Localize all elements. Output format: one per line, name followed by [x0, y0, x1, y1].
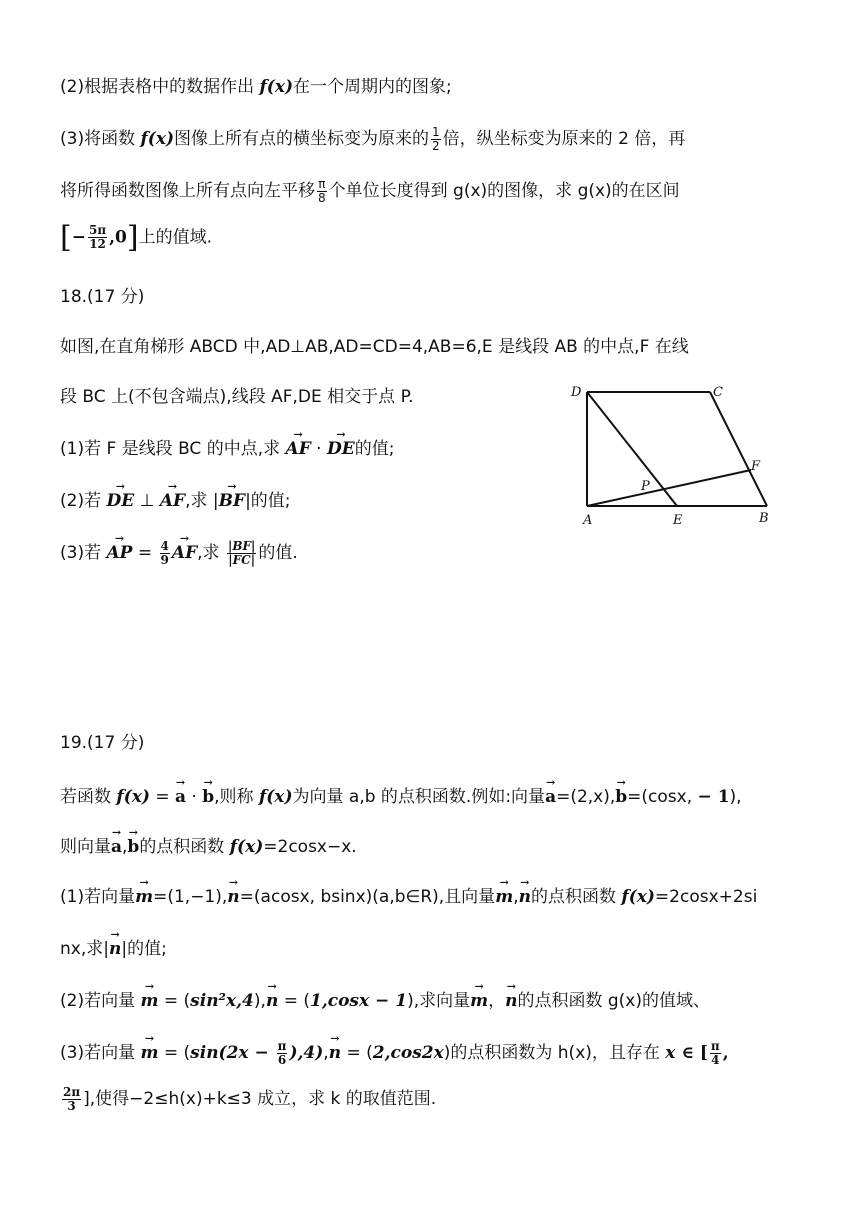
text: 的值. — [258, 543, 298, 563]
text: (1)若 F 是线段 BC 的中点,求 — [60, 439, 286, 459]
text: ,求 | — [185, 491, 219, 511]
vector-n: → n — [519, 887, 531, 907]
segment-CB — [710, 392, 767, 506]
text: (2)若 — [60, 491, 107, 511]
text: ),求向量 — [407, 991, 471, 1011]
text: 若函数 — [60, 787, 117, 807]
element-of: ∈ [ — [675, 1043, 708, 1063]
text: , — [323, 1043, 329, 1063]
vector-BF: → BF — [219, 491, 245, 511]
comma: , — [109, 227, 116, 248]
text: 为向量 a,b 的点积函数.例如:向量 — [292, 787, 546, 807]
label-C: C — [713, 385, 723, 400]
math-expr: ),4) — [289, 1043, 324, 1063]
vector-a: → a — [175, 787, 186, 807]
text: |的值; — [121, 939, 167, 959]
math-expr: 2,cos2x — [372, 1043, 444, 1063]
vector-b: → b — [615, 787, 627, 807]
vector-DE: → DE — [327, 439, 355, 459]
fraction-pi-6 — [277, 1040, 288, 1067]
minus-one: − 1 — [697, 787, 730, 807]
denominator: 2 — [432, 138, 440, 153]
text: 的点积函数 g(x)的值域、 — [517, 991, 711, 1011]
text: =2cosx−x. — [263, 837, 357, 857]
vector-n: → n — [227, 887, 239, 907]
comma: ， — [488, 991, 506, 1011]
text: nx,求| — [60, 939, 109, 959]
vector-AF: → AF — [286, 439, 311, 459]
dot: · — [310, 439, 327, 459]
math-fx: f(x) — [258, 787, 293, 807]
comma: , — [513, 887, 519, 907]
math-x: x — [665, 1043, 676, 1063]
label-A: A — [583, 513, 593, 528]
math-fx: f(x) — [229, 837, 264, 857]
numerator: π — [710, 1038, 720, 1053]
text: |的值; — [245, 491, 291, 511]
vector-n: → n — [329, 1043, 341, 1063]
math-expr: sin²x,4 — [190, 991, 254, 1011]
vector-b: → b — [127, 837, 139, 857]
text: 上的值域. — [138, 227, 212, 248]
vector-AP: → AP — [106, 543, 132, 563]
q18-part3 — [60, 538, 298, 567]
text: ,求 — [197, 543, 225, 563]
text: 在一个周期内的图象; — [293, 77, 452, 97]
fraction-5pi-12 — [88, 224, 107, 251]
q19-part1-line2 — [60, 934, 167, 959]
denominator: 6 — [277, 1052, 287, 1067]
vector-m: → m — [140, 991, 158, 1011]
q19-part3-line1 — [60, 1038, 729, 1067]
denominator: |FC| — [228, 552, 256, 567]
vector-AF: → AF — [160, 491, 185, 511]
vector-m: → m — [470, 991, 488, 1011]
segment-AF — [587, 470, 751, 506]
text: ), — [729, 787, 742, 807]
q19-part3-line2 — [60, 1084, 436, 1113]
fraction-half — [431, 126, 441, 153]
q19-part2 — [60, 986, 710, 1011]
text: 将所得函数图像上所有点向左平移 — [60, 181, 315, 201]
comma: , — [122, 837, 128, 857]
equals: = ( — [158, 991, 191, 1011]
math-expr: 1,cosx − 1 — [310, 991, 408, 1011]
text: =2cosx+2si — [654, 887, 758, 907]
bracket-right: ] — [126, 220, 139, 255]
fraction-bf-fc — [227, 540, 256, 567]
label-F: F — [751, 459, 761, 474]
q19-line1 — [60, 782, 742, 807]
denominator: 8 — [318, 190, 326, 205]
math-fx: f(x) — [140, 129, 175, 149]
perp: ⊥ — [134, 491, 160, 511]
text: 的点积函数 — [530, 887, 622, 907]
numerator: 4 — [160, 538, 169, 553]
numerator: |BF| — [227, 538, 256, 553]
q18-stem-line1: 如图,在直角梯形 ABCD 中,AD⊥AB,AD=CD=4,AB=6,E 是线段 AB 的中点,F 在线 — [60, 337, 689, 357]
q17-part3-line1 — [60, 124, 685, 153]
numerator: 5π — [88, 223, 107, 237]
label-P: P — [641, 479, 650, 494]
vector-DE: → DE — [106, 491, 134, 511]
equals: = ( — [278, 991, 310, 1011]
numerator: π — [318, 176, 326, 191]
comma: , — [722, 1043, 729, 1063]
text: (1)若向量 — [60, 887, 136, 907]
dot: · — [186, 787, 203, 807]
vector-n: → n — [266, 991, 278, 1011]
equals: = ( — [158, 1043, 191, 1063]
text: ,则称 — [214, 787, 259, 807]
text: (3)将函数 — [60, 129, 141, 149]
text: =(cosx, — [627, 787, 698, 807]
equals: = — [132, 543, 158, 563]
text: (2)若向量 — [60, 991, 141, 1011]
q18-stem-line2: 段 BC 上(不包含端点),线段 AF,DE 相交于点 P. — [60, 387, 414, 407]
q17-part3-line3 — [60, 220, 212, 255]
text: =(acosx, bsinx)(a,b∈R),且向量 — [239, 887, 496, 907]
numerator: 2π — [63, 1084, 81, 1099]
vector-AF: → AF — [172, 543, 197, 563]
label-E: E — [673, 513, 683, 528]
fraction-4-9 — [160, 540, 170, 567]
q19-line2 — [60, 832, 357, 857]
text: (3)若向量 — [60, 1043, 141, 1063]
q18-part2 — [60, 486, 291, 511]
denominator: 12 — [89, 237, 106, 251]
vector-b: → b — [202, 787, 214, 807]
vector-n: → n — [505, 991, 517, 1011]
math-fx: f(x) — [116, 787, 150, 807]
vector-m: → m — [140, 1043, 158, 1063]
math-fx: f(x) — [259, 77, 294, 97]
denominator: 9 — [160, 552, 169, 567]
q19-part1-line1 — [60, 882, 757, 907]
text: =(1,−1), — [153, 887, 228, 907]
text: =(2,x), — [556, 787, 616, 807]
text: ), — [253, 991, 266, 1011]
vector-m: → m — [135, 887, 153, 907]
interval-end: 0 — [115, 227, 127, 248]
text: 图像上所有点的横坐标变为原来的 — [174, 129, 430, 149]
math-fx: f(x) — [621, 887, 655, 907]
text: 的值; — [354, 439, 395, 459]
text: (3)若 — [60, 543, 107, 563]
label-D: D — [571, 385, 582, 400]
numerator: 1 — [432, 124, 440, 139]
text: )的点积函数为 h(x)，且存在 — [443, 1043, 666, 1063]
vector-a: → a — [111, 837, 122, 857]
equals: = — [149, 787, 176, 807]
text: 个单位长度得到 g(x)的图像，求 g(x)的在区间 — [328, 181, 680, 201]
vector-a: → a — [545, 787, 556, 807]
text: (2)根据表格中的数据作出 — [60, 77, 260, 97]
label-B: B — [759, 511, 769, 526]
text: 倍，纵坐标变为原来的 2 倍，再 — [442, 129, 686, 149]
q19-header: 19.(17 分) — [60, 733, 145, 753]
vector-m: → m — [495, 887, 513, 907]
denominator: 3 — [67, 1098, 76, 1113]
q18-header: 18.(17 分) — [60, 287, 145, 307]
vector-n: → n — [109, 939, 121, 959]
trapezoid-figure — [565, 378, 785, 528]
minus-sign: − — [71, 227, 86, 248]
q18-part1 — [60, 434, 394, 459]
text: 则向量 — [60, 837, 111, 857]
q17-part3-line2 — [60, 176, 680, 205]
q17-part2 — [60, 72, 452, 97]
numerator: π — [277, 1038, 287, 1053]
fraction-pi-4 — [710, 1040, 721, 1067]
math-expr: sin(2x − — [190, 1043, 275, 1063]
equals: = ( — [341, 1043, 373, 1063]
fraction-pi-8 — [317, 178, 327, 205]
bracket-left: [ — [60, 220, 72, 255]
text: 的点积函数 — [139, 837, 230, 857]
fraction-2pi-3 — [62, 1086, 81, 1113]
denominator: 4 — [711, 1052, 720, 1067]
text: ],使得−2≤h(x)+k≤3 成立，求 k 的取值范围. — [83, 1089, 437, 1109]
